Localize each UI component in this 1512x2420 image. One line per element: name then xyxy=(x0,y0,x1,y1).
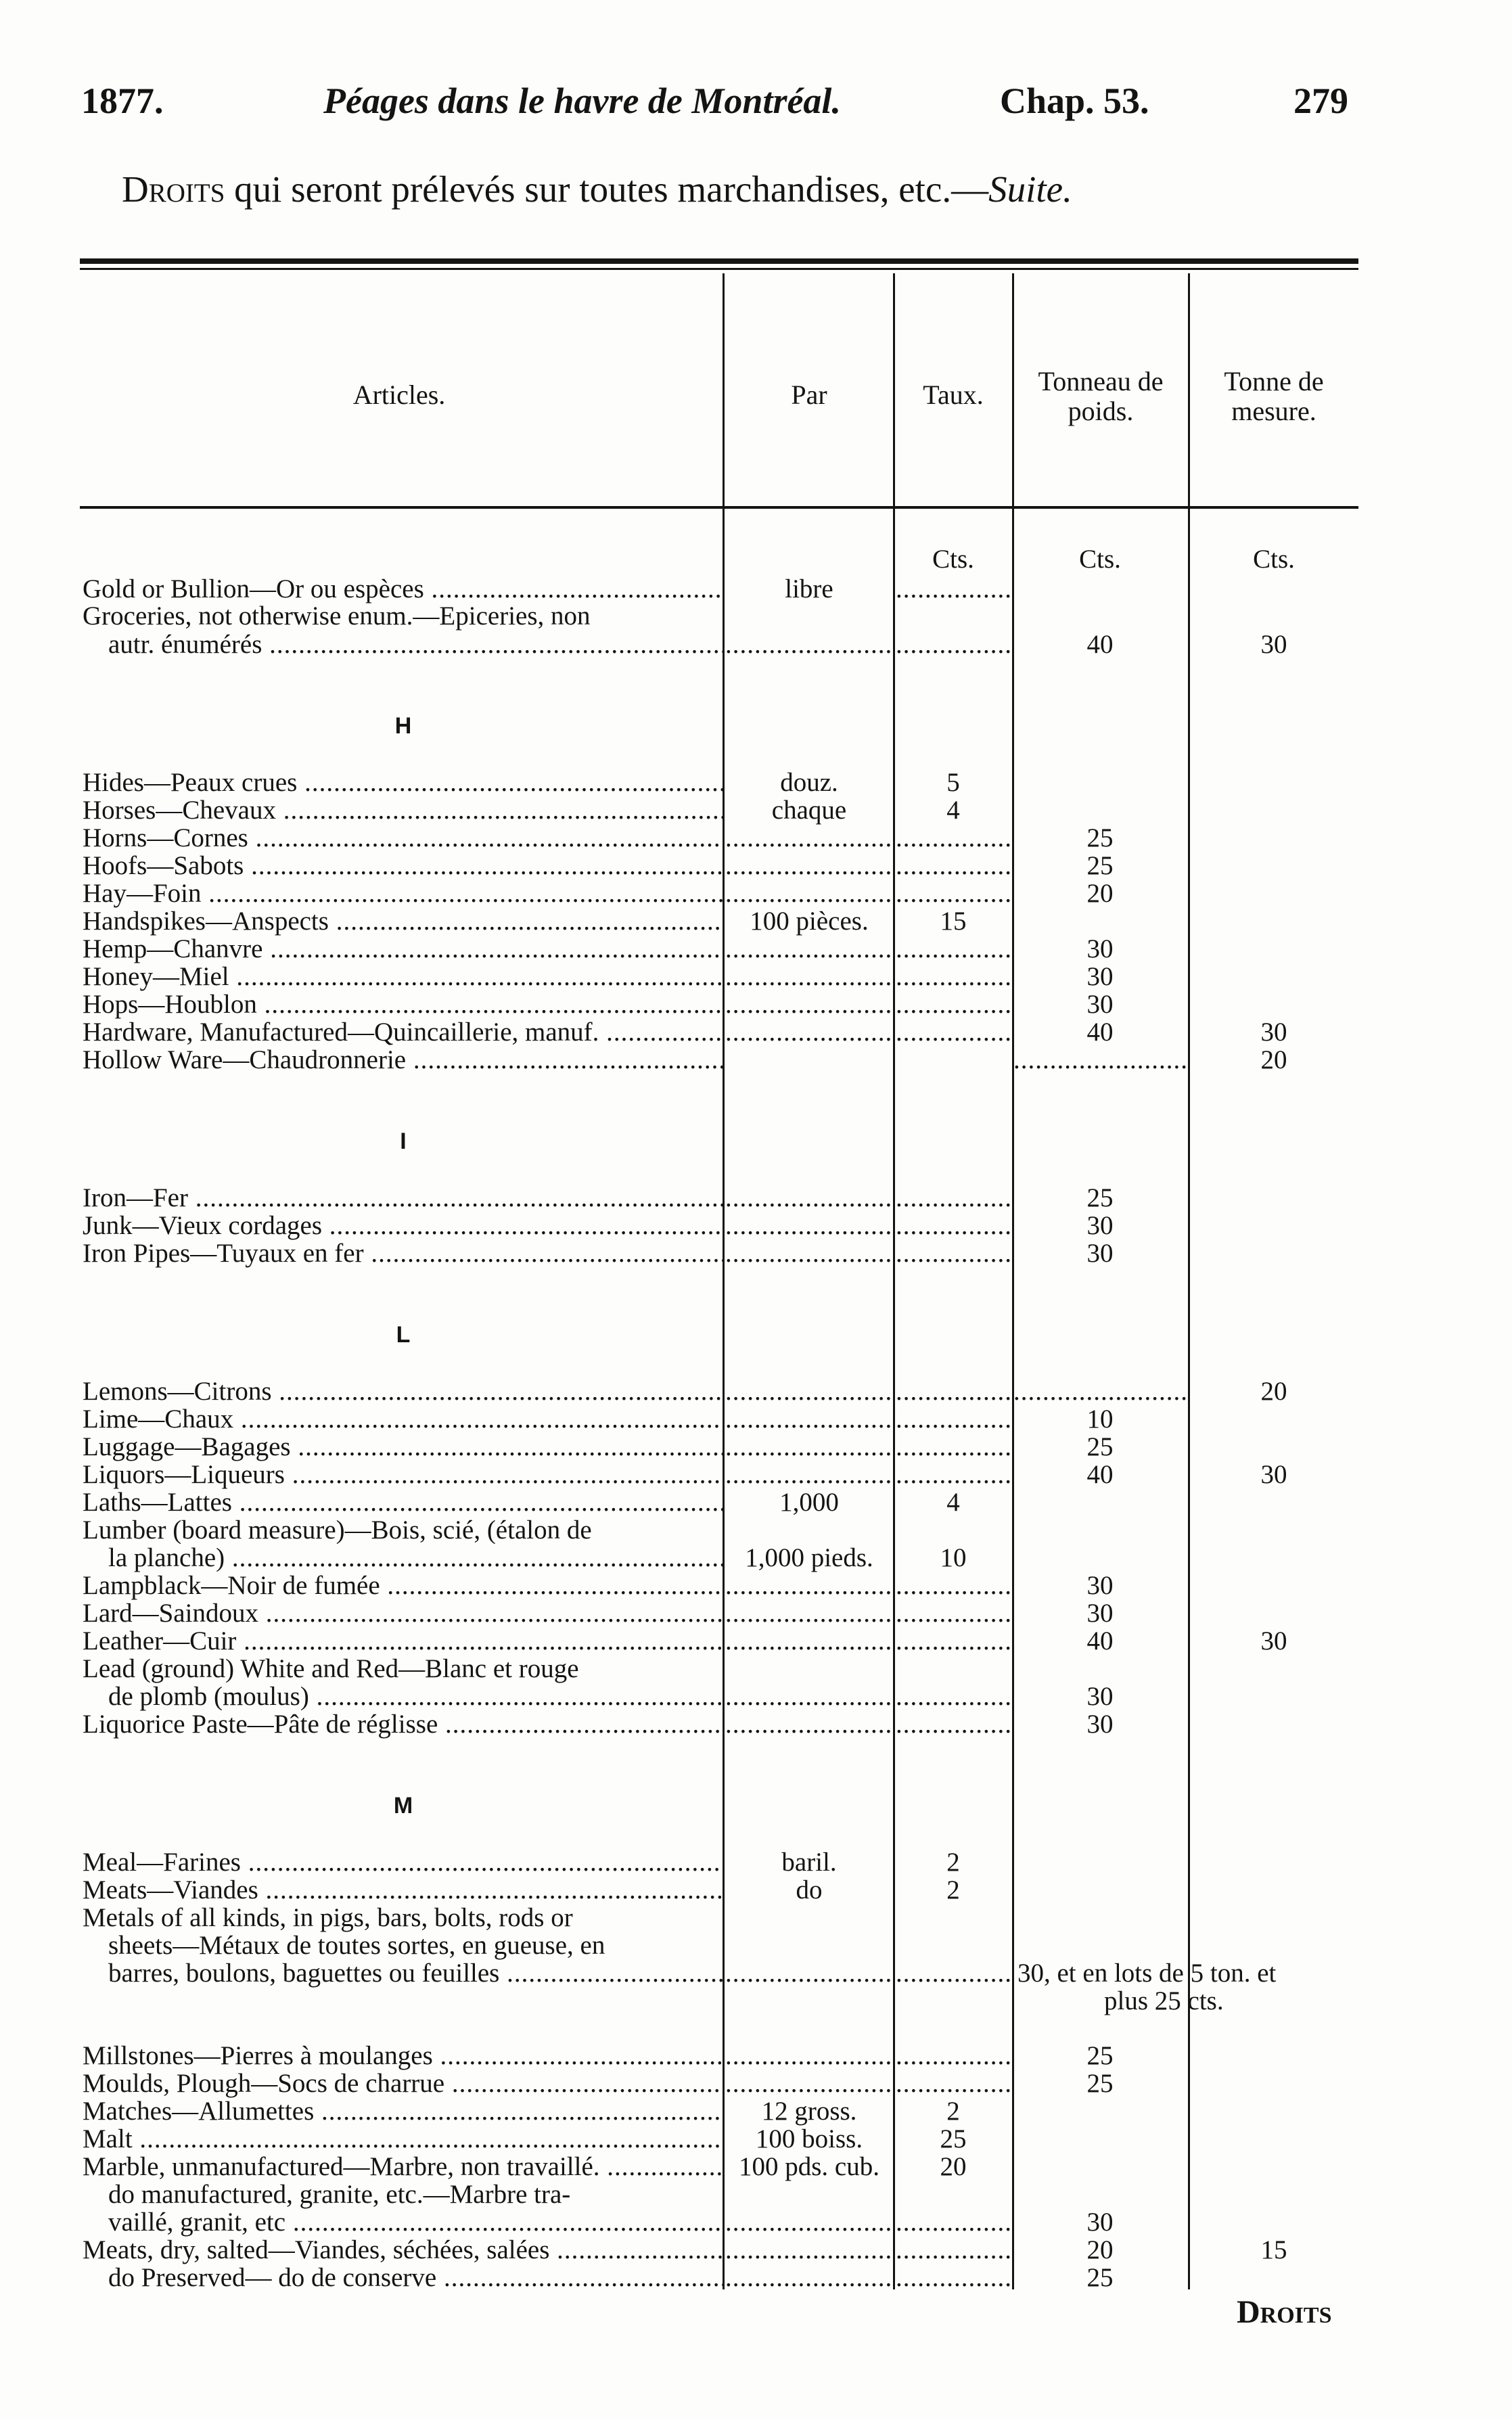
taux-empty xyxy=(896,2264,1011,2292)
article-name: Hardware, Manufactured—Quincaillerie, manuf. ..... xyxy=(83,1018,724,1047)
par-empty xyxy=(725,1627,893,1656)
article-name: Laths—Lattes ..... xyxy=(83,1488,724,1517)
header-year: 1877. xyxy=(81,81,164,121)
article-name: Honey—Miel ..... xyxy=(83,963,724,991)
article-name: Matches—Allumettes ..... xyxy=(83,2097,724,2126)
article-name: Lard—Saindoux ..... xyxy=(83,1599,724,1628)
par-empty xyxy=(725,2208,893,2237)
par-empty xyxy=(725,631,893,659)
taux-empty xyxy=(896,1018,1011,1047)
article-name: Marble, unmanufactured—Marbre, non travaillé. ..... xyxy=(83,2153,724,2181)
units-tonne: Cts. xyxy=(1253,545,1295,574)
table-row xyxy=(0,2097,1512,2126)
table-row xyxy=(0,1405,1512,1434)
article-name: Horns—Cornes ..... xyxy=(83,824,724,852)
tonneau-value: 25 xyxy=(1086,852,1114,880)
table-row xyxy=(0,1377,1512,1406)
table-row xyxy=(0,1627,1512,1656)
tonneau-value: 30 xyxy=(1086,990,1114,1019)
article-name: Meats—Viandes ..... xyxy=(83,1876,724,1904)
taux-empty xyxy=(896,1377,1011,1406)
tonneau-value: 30 xyxy=(1086,935,1114,963)
article-name: Hay—Foin ..... xyxy=(83,880,724,908)
taux-value: 15 xyxy=(940,907,967,936)
article-name: Gold or Bullion—Or ou espèces ..... xyxy=(83,575,724,603)
par-empty xyxy=(725,1184,893,1212)
par-empty xyxy=(725,824,893,852)
table-row xyxy=(0,631,1512,659)
tonne-value: 30 xyxy=(1260,631,1287,659)
par-empty xyxy=(725,2070,893,2098)
page-subtitle xyxy=(122,168,1072,210)
table-row xyxy=(0,2153,1512,2181)
section-letter-l: L xyxy=(396,1322,411,1348)
tonneau-value: 25 xyxy=(1086,824,1114,852)
article-name: do manufactured, granite, etc.—Marbre tra- xyxy=(108,2181,571,2209)
table-row xyxy=(0,1433,1512,1461)
section-letter-m: M xyxy=(393,1793,413,1819)
table-row xyxy=(0,1683,1512,1711)
taux-empty xyxy=(896,1710,1011,1739)
table-row xyxy=(0,1239,1512,1268)
article-name: Hollow Ware—Chaudronnerie ..... xyxy=(83,1046,724,1074)
tonne-value: 30 xyxy=(1260,1018,1287,1047)
table-row xyxy=(0,1848,1512,1877)
tonneau-value: 30 xyxy=(1086,1683,1114,1711)
column-header-rule xyxy=(80,506,1358,509)
article-name: Luggage—Bagages ..... xyxy=(83,1433,724,1461)
par-value: douz. xyxy=(780,769,838,797)
header-chapter: Chap. 53. xyxy=(1000,81,1149,121)
column-header-tonne-mesure: Tonne de mesure. xyxy=(1224,366,1324,426)
table-row xyxy=(0,1488,1512,1517)
par-empty xyxy=(725,1018,893,1047)
table-row xyxy=(0,852,1512,880)
taux-value: 2 xyxy=(946,1876,960,1904)
par-value: 100 boiss. xyxy=(755,2125,863,2153)
article-name: Hemp—Chanvre ..... xyxy=(83,935,724,963)
tonneau-value: 40 xyxy=(1086,631,1114,659)
table-row xyxy=(0,602,1512,631)
table-row xyxy=(0,2236,1512,2264)
taux-empty xyxy=(896,1599,1011,1628)
table-row xyxy=(0,990,1512,1019)
taux-empty xyxy=(896,1212,1011,1240)
section-letter-i: I xyxy=(400,1128,407,1154)
column-header-par: Par xyxy=(791,380,827,410)
taux-empty xyxy=(896,990,1011,1019)
par-empty xyxy=(725,1405,893,1434)
table-row xyxy=(0,1461,1512,1489)
article-name: vaillé, granit, etc ..... xyxy=(108,2208,724,2237)
taux-empty xyxy=(896,2070,1011,2098)
units-tonneau: Cts. xyxy=(1079,545,1121,574)
table-row xyxy=(0,796,1512,825)
header-title: Péages dans le havre de Montréal. xyxy=(323,81,841,121)
par-empty xyxy=(725,1377,893,1406)
article-name: Lemons—Citrons ..... xyxy=(83,1377,724,1406)
taux-empty xyxy=(896,1572,1011,1600)
taux-value: 2 xyxy=(946,1848,960,1877)
article-name: Hoofs—Sabots ..... xyxy=(83,852,724,880)
table-row xyxy=(0,824,1512,852)
table-row xyxy=(0,2264,1512,2292)
tonne-value: 30 xyxy=(1260,1461,1287,1489)
tonne-value: 20 xyxy=(1260,1046,1287,1074)
column-header-tonneau-poids: Tonneau de poids. xyxy=(1038,366,1164,426)
column-header-articles: Articles. xyxy=(352,380,446,410)
taux-value: 4 xyxy=(946,796,960,825)
par-value: 12 gross. xyxy=(761,2097,857,2126)
units-row xyxy=(0,545,1512,574)
table-row xyxy=(0,769,1512,797)
subtitle-lead: Droits xyxy=(122,168,225,210)
tonneau-value: 30 xyxy=(1086,2208,1114,2237)
tonneau-value: 30 xyxy=(1086,963,1114,991)
table-row xyxy=(0,907,1512,936)
taux-empty xyxy=(896,2208,1011,2237)
table-row xyxy=(0,2070,1512,2098)
article-name: Liquorice Paste—Pâte de réglisse ..... xyxy=(83,1710,724,1739)
par-empty xyxy=(725,2236,893,2264)
par-empty xyxy=(725,2264,893,2292)
article-name: Millstones—Pierres à moulanges ..... xyxy=(83,2042,724,2070)
par-empty xyxy=(725,935,893,963)
metals-rate-note-continued: plus 25 cts. xyxy=(1104,1986,1224,2015)
table-row xyxy=(0,1876,1512,1904)
table-row xyxy=(0,2042,1512,2070)
article-name: Handspikes—Anspects ..... xyxy=(83,907,724,936)
par-empty xyxy=(725,1212,893,1240)
par-empty xyxy=(725,2042,893,2070)
article-name: Hides—Peaux crues ..... xyxy=(83,769,724,797)
table-row xyxy=(0,1599,1512,1628)
tonneau-value: 30 xyxy=(1086,1212,1114,1240)
par-value: libre xyxy=(785,575,833,603)
table-row xyxy=(0,1655,1512,1683)
par-value: do xyxy=(796,1876,823,1904)
par-empty xyxy=(725,1710,893,1739)
table-row xyxy=(0,1212,1512,1240)
tonne-value: 30 xyxy=(1260,1627,1287,1656)
taux-empty xyxy=(896,2042,1011,2070)
table-row xyxy=(0,1544,1512,1572)
table-row xyxy=(0,1572,1512,1600)
article-name: barres, boulons, baguettes ou feuilles ..... xyxy=(108,1959,724,1988)
article-name: Meal—Farines ..... xyxy=(83,1848,724,1877)
tonneau-value: 30 xyxy=(1086,1239,1114,1268)
taux-value: 10 xyxy=(940,1544,967,1572)
tonne-value: 15 xyxy=(1260,2236,1287,2264)
taux-empty xyxy=(896,2236,1011,2264)
taux-empty xyxy=(896,1627,1011,1656)
taux-empty xyxy=(896,852,1011,880)
article-name: Leather—Cuir ..... xyxy=(83,1627,724,1656)
footer-catchword: Droits xyxy=(1237,2294,1332,2330)
article-name: Meats, dry, salted—Viandes, séchées, salées ..... xyxy=(83,2236,724,2264)
taux-value: 20 xyxy=(940,2153,967,2181)
taux-empty xyxy=(896,1683,1011,1711)
subtitle-text: qui seront prélevés sur toutes marchandises, etc.— xyxy=(225,168,989,210)
article-name: Junk—Vieux cordages ..... xyxy=(83,1212,724,1240)
article-name: de plomb (moulus) ..... xyxy=(108,1683,724,1711)
par-empty xyxy=(725,990,893,1019)
par-empty xyxy=(725,1683,893,1711)
tonneau-value: 30 xyxy=(1086,1572,1114,1600)
article-name: sheets—Métaux de toutes sortes, en gueuse, en xyxy=(108,1932,605,1960)
metals-rate-note: 30, et en lots de 5 ton. et xyxy=(1017,1959,1277,1988)
column-header-taux: Taux. xyxy=(923,380,984,410)
taux-value: 5 xyxy=(946,769,960,797)
top-thin-rule xyxy=(80,268,1358,270)
taux-empty xyxy=(896,1461,1011,1489)
par-empty xyxy=(725,1433,893,1461)
tonneau-value: 10 xyxy=(1086,1405,1114,1434)
tonne-value: 20 xyxy=(1260,1377,1287,1406)
table-row xyxy=(0,935,1512,963)
par-value: 100 pds. cub. xyxy=(739,2153,879,2181)
article-name: Moulds, Plough—Socs de charrue ..... xyxy=(83,2070,724,2098)
tonneau-value: 40 xyxy=(1086,1018,1114,1047)
taux-empty xyxy=(896,935,1011,963)
table-row xyxy=(0,1184,1512,1212)
table-row xyxy=(0,1046,1512,1074)
taux-value: 4 xyxy=(946,1488,960,1517)
section-letter-h: H xyxy=(394,713,412,739)
par-value: 1,000 xyxy=(779,1488,839,1517)
tonneau-empty xyxy=(1013,1046,1187,1074)
taux-empty xyxy=(896,824,1011,852)
article-name: autr. énumérés ..... xyxy=(108,631,724,659)
tonneau-value: 20 xyxy=(1086,2236,1114,2264)
article-name: Iron—Fer ..... xyxy=(83,1184,724,1212)
par-empty xyxy=(725,1599,893,1628)
tonneau-value: 25 xyxy=(1086,1433,1114,1461)
taux-empty xyxy=(896,880,1011,908)
taux-empty xyxy=(896,1959,1011,1988)
top-thick-rule xyxy=(80,258,1358,264)
tonneau-value: 25 xyxy=(1086,2264,1114,2292)
table-row xyxy=(0,880,1512,908)
par-empty xyxy=(725,963,893,991)
header-page-number: 279 xyxy=(1293,81,1348,121)
par-empty xyxy=(725,852,893,880)
table-row xyxy=(0,2181,1512,2209)
table-row xyxy=(0,1904,1512,1932)
units-taux: Cts. xyxy=(932,545,974,574)
article-name: Lampblack—Noir de fumée ..... xyxy=(83,1572,724,1600)
tonneau-value: 20 xyxy=(1086,880,1114,908)
tonneau-value: 25 xyxy=(1086,2070,1114,2098)
table-row xyxy=(0,575,1512,603)
article-name: Malt ..... xyxy=(83,2125,724,2153)
table-row xyxy=(0,1932,1512,1960)
table-row xyxy=(0,1018,1512,1047)
par-value: baril. xyxy=(781,1848,837,1877)
par-value: 1,000 pieds. xyxy=(745,1544,873,1572)
subtitle-suite: Suite. xyxy=(988,168,1072,210)
tonneau-value: 25 xyxy=(1086,1184,1114,1212)
par-empty xyxy=(725,880,893,908)
article-name: Metals of all kinds, in pigs, bars, bolts, rods or xyxy=(83,1904,573,1932)
par-empty xyxy=(725,1461,893,1489)
tonneau-value: 30 xyxy=(1086,1599,1114,1628)
tonneau-value: 40 xyxy=(1086,1627,1114,1656)
tonneau-empty xyxy=(1013,1377,1187,1406)
taux-value: 25 xyxy=(940,2125,967,2153)
article-name: Liquors—Liqueurs ..... xyxy=(83,1461,724,1489)
taux-empty xyxy=(896,1239,1011,1268)
article-name: Iron Pipes—Tuyaux en fer ..... xyxy=(83,1239,724,1268)
par-value: chaque xyxy=(771,796,847,825)
taux-empty xyxy=(896,963,1011,991)
par-empty xyxy=(725,1239,893,1268)
par-empty xyxy=(725,1959,893,1988)
tonneau-value: 30 xyxy=(1086,1710,1114,1739)
article-name: Hops—Houblon ..... xyxy=(83,990,724,1019)
table-row xyxy=(0,1710,1512,1739)
tonneau-value: 25 xyxy=(1086,2042,1114,2070)
taux-value: 2 xyxy=(946,2097,960,2126)
table-row xyxy=(0,2125,1512,2153)
table-row xyxy=(0,2208,1512,2237)
article-name: Groceries, not otherwise enum.—Epiceries, non xyxy=(83,602,591,631)
table-row xyxy=(0,1516,1512,1545)
taux-empty xyxy=(896,1184,1011,1212)
tonneau-value: 40 xyxy=(1086,1461,1114,1489)
table-row xyxy=(0,963,1512,991)
table-row xyxy=(0,1959,1512,1988)
taux-empty xyxy=(896,631,1011,659)
article-name: Lead (ground) White and Red—Blanc et rouge xyxy=(83,1655,579,1683)
taux-empty xyxy=(896,575,1011,603)
table-row xyxy=(0,1987,1512,2015)
par-empty xyxy=(725,1572,893,1600)
par-value: 100 pièces. xyxy=(750,907,869,936)
taux-empty xyxy=(896,1405,1011,1434)
taux-empty xyxy=(896,1433,1011,1461)
article-name: do Preserved— do de conserve ..... xyxy=(108,2264,724,2292)
article-name: Horses—Chevaux ..... xyxy=(83,796,724,825)
article-name: Lumber (board measure)—Bois, scié, (étalon de xyxy=(83,1516,592,1545)
article-name: Lime—Chaux ..... xyxy=(83,1405,724,1434)
article-name: la planche) ..... xyxy=(108,1544,724,1572)
